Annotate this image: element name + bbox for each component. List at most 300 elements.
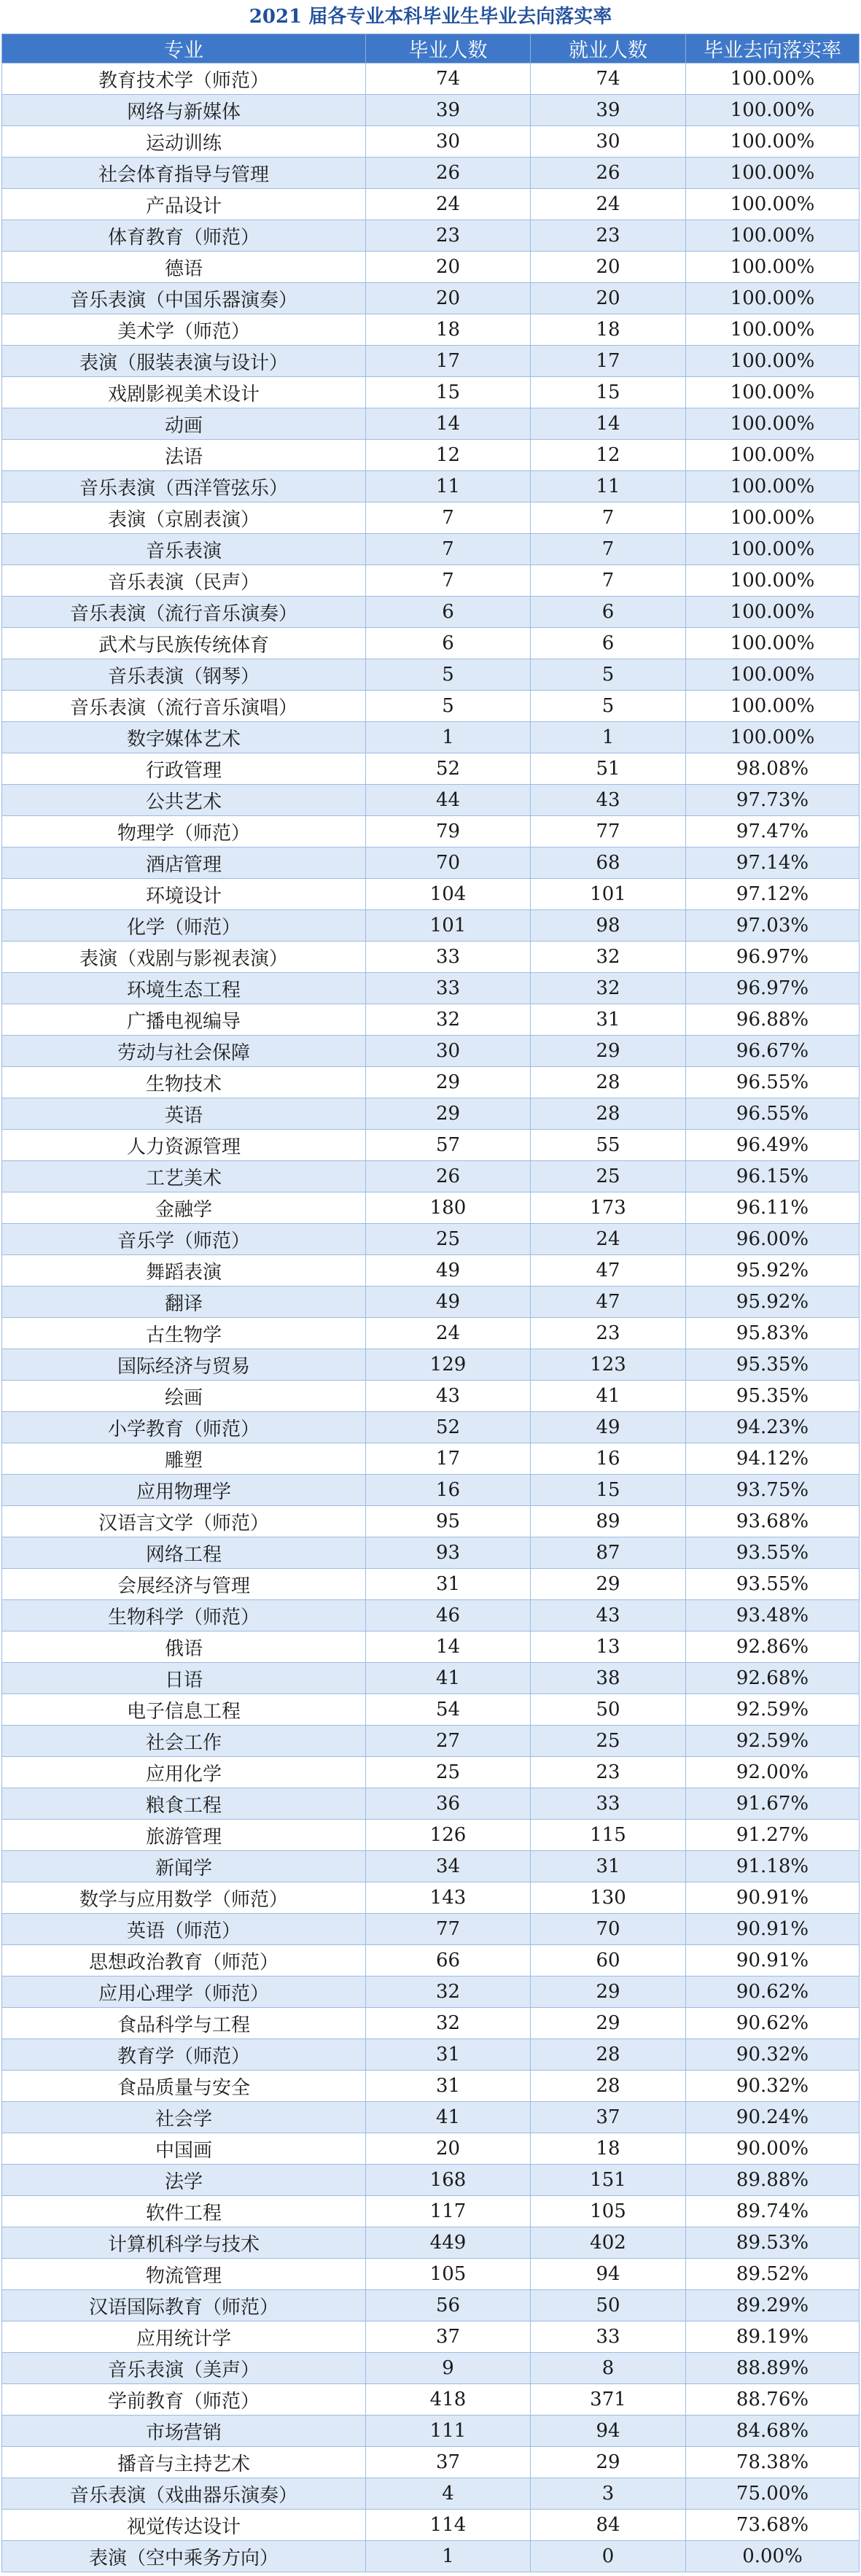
employed-cell: 17	[531, 346, 686, 377]
major-cell: 音乐表演	[2, 534, 366, 565]
employed-cell: 49	[531, 1412, 686, 1443]
rate-cell: 100.00%	[686, 471, 860, 503]
rate-cell: 75.00%	[686, 2478, 860, 2510]
rate-cell: 96.11%	[686, 1192, 860, 1224]
employed-cell: 20	[531, 252, 686, 283]
major-cell: 金融学	[2, 1192, 366, 1224]
employed-cell: 15	[531, 1475, 686, 1506]
rate-cell: 92.59%	[686, 1726, 860, 1757]
graduates-cell: 31	[366, 2071, 531, 2102]
rate-cell: 100.00%	[686, 220, 860, 252]
employed-cell: 29	[531, 1976, 686, 2008]
graduates-cell: 5	[366, 659, 531, 691]
major-cell: 表演（服装表演与设计）	[2, 346, 366, 377]
major-cell: 体育教育（师范）	[2, 220, 366, 252]
major-cell: 会展经济与管理	[2, 1569, 366, 1600]
rate-cell: 93.48%	[686, 1600, 860, 1632]
rate-cell: 78.38%	[686, 2447, 860, 2478]
employed-cell: 37	[531, 2102, 686, 2133]
table-row	[2, 2384, 860, 2416]
table-row	[2, 1851, 860, 1882]
rate-cell: 96.55%	[686, 1067, 860, 1098]
employed-cell: 13	[531, 1632, 686, 1663]
employed-cell: 68	[531, 847, 686, 879]
employed-cell: 47	[531, 1255, 686, 1287]
employed-cell: 33	[531, 1788, 686, 1820]
table-row	[2, 1255, 860, 1287]
table-row	[2, 2259, 860, 2290]
employed-cell: 39	[531, 95, 686, 126]
graduates-cell: 39	[366, 95, 531, 126]
graduates-cell: 52	[366, 753, 531, 785]
graduates-cell: 43	[366, 1381, 531, 1412]
table-row	[2, 1663, 860, 1694]
major-cell: 汉语言文学（师范）	[2, 1506, 366, 1537]
major-cell: 日语	[2, 1663, 366, 1694]
rate-cell: 100.00%	[686, 691, 860, 722]
graduates-cell: 114	[366, 2510, 531, 2541]
table-row	[2, 2227, 860, 2259]
rate-cell: 100.00%	[686, 95, 860, 126]
employed-cell: 6	[531, 628, 686, 659]
graduates-cell: 33	[366, 973, 531, 1004]
major-cell: 英语（师范）	[2, 1914, 366, 1945]
rate-cell: 97.47%	[686, 816, 860, 847]
major-cell: 国际经济与贸易	[2, 1349, 366, 1381]
graduates-cell: 126	[366, 1820, 531, 1851]
table-row	[2, 1381, 860, 1412]
employed-cell: 24	[531, 1224, 686, 1255]
graduates-cell: 52	[366, 1412, 531, 1443]
table-row	[2, 1537, 860, 1569]
rate-cell: 95.35%	[686, 1349, 860, 1381]
major-cell: 动画	[2, 408, 366, 440]
graduates-cell: 33	[366, 942, 531, 973]
major-cell: 酒店管理	[2, 847, 366, 879]
employed-cell: 60	[531, 1945, 686, 1976]
table-row	[2, 158, 860, 189]
employed-cell: 43	[531, 785, 686, 816]
major-cell: 数学与应用数学（师范）	[2, 1882, 366, 1914]
table-row	[2, 1882, 860, 1914]
employed-cell: 123	[531, 1349, 686, 1381]
table-row	[2, 2321, 860, 2353]
table-row	[2, 2133, 860, 2165]
table-row	[2, 910, 860, 942]
rate-cell: 91.18%	[686, 1851, 860, 1882]
major-cell: 法学	[2, 2165, 366, 2196]
table-row	[2, 1632, 860, 1663]
major-cell: 生物科学（师范）	[2, 1600, 366, 1632]
rate-cell: 100.00%	[686, 126, 860, 158]
table-row	[2, 1098, 860, 1130]
rate-cell: 100.00%	[686, 314, 860, 346]
major-cell: 音乐表演（钢琴）	[2, 659, 366, 691]
table-row	[2, 2196, 860, 2227]
table-row	[2, 534, 860, 565]
rate-cell: 93.55%	[686, 1569, 860, 1600]
employed-cell: 31	[531, 1004, 686, 1036]
major-cell: 俄语	[2, 1632, 366, 1663]
major-cell: 表演（空中乘务方向）	[2, 2541, 366, 2572]
rate-cell: 93.68%	[686, 1506, 860, 1537]
graduates-cell: 168	[366, 2165, 531, 2196]
rate-cell: 92.86%	[686, 1632, 860, 1663]
employed-cell: 23	[531, 1757, 686, 1788]
major-cell: 美术学（师范）	[2, 314, 366, 346]
employed-cell: 151	[531, 2165, 686, 2196]
major-cell: 学前教育（师范）	[2, 2384, 366, 2416]
table-row	[2, 1161, 860, 1192]
table-row	[2, 2478, 860, 2510]
rate-cell: 89.74%	[686, 2196, 860, 2227]
table-row	[2, 346, 860, 377]
graduates-cell: 37	[366, 2447, 531, 2478]
rate-cell: 100.00%	[686, 408, 860, 440]
rate-cell: 100.00%	[686, 503, 860, 534]
graduates-cell: 4	[366, 2478, 531, 2510]
table-row	[2, 2008, 860, 2039]
major-cell: 绘画	[2, 1381, 366, 1412]
graduates-cell: 14	[366, 1632, 531, 1663]
graduates-cell: 14	[366, 408, 531, 440]
employed-cell: 41	[531, 1381, 686, 1412]
graduates-cell: 31	[366, 1569, 531, 1600]
major-cell: 软件工程	[2, 2196, 366, 2227]
table-row	[2, 2447, 860, 2478]
table-row	[2, 63, 860, 95]
major-cell: 应用心理学（师范）	[2, 1976, 366, 2008]
graduates-cell: 36	[366, 1788, 531, 1820]
table-row	[2, 1192, 860, 1224]
employed-cell: 51	[531, 753, 686, 785]
table-row	[2, 2510, 860, 2541]
header-graduates: 毕业人数	[366, 34, 531, 63]
graduates-cell: 18	[366, 314, 531, 346]
graduates-cell: 1	[366, 722, 531, 753]
employed-cell: 24	[531, 189, 686, 220]
employed-cell: 105	[531, 2196, 686, 2227]
employed-cell: 371	[531, 2384, 686, 2416]
graduates-cell: 5	[366, 691, 531, 722]
table-row	[2, 816, 860, 847]
rate-cell: 88.76%	[686, 2384, 860, 2416]
graduates-cell: 24	[366, 1318, 531, 1349]
table-row	[2, 2165, 860, 2196]
major-cell: 武术与民族传统体育	[2, 628, 366, 659]
employed-cell: 50	[531, 2290, 686, 2321]
graduates-cell: 20	[366, 283, 531, 314]
graduates-cell: 6	[366, 628, 531, 659]
employed-cell: 38	[531, 1663, 686, 1694]
employed-cell: 31	[531, 1851, 686, 1882]
employed-cell: 33	[531, 2321, 686, 2353]
major-cell: 音乐学（师范）	[2, 1224, 366, 1255]
table-row	[2, 1224, 860, 1255]
table-row	[2, 2102, 860, 2133]
graduates-cell: 93	[366, 1537, 531, 1569]
rate-cell: 100.00%	[686, 283, 860, 314]
rate-cell: 96.97%	[686, 942, 860, 973]
major-cell: 教育学（师范）	[2, 2039, 366, 2071]
graduates-cell: 70	[366, 847, 531, 879]
rate-cell: 90.32%	[686, 2039, 860, 2071]
graduates-cell: 449	[366, 2227, 531, 2259]
employed-cell: 12	[531, 440, 686, 471]
rate-cell: 89.52%	[686, 2259, 860, 2290]
table-row	[2, 1694, 860, 1726]
graduates-cell: 74	[366, 63, 531, 95]
employed-cell: 1	[531, 722, 686, 753]
employed-cell: 29	[531, 1036, 686, 1067]
table-row	[2, 691, 860, 722]
table-row	[2, 942, 860, 973]
table-row	[2, 471, 860, 503]
rate-cell: 90.91%	[686, 1914, 860, 1945]
table-row	[2, 220, 860, 252]
major-cell: 环境设计	[2, 879, 366, 910]
major-cell: 公共艺术	[2, 785, 366, 816]
graduates-cell: 9	[366, 2353, 531, 2384]
employed-cell: 5	[531, 691, 686, 722]
employed-cell: 25	[531, 1161, 686, 1192]
graduates-cell: 16	[366, 1475, 531, 1506]
graduates-cell: 101	[366, 910, 531, 942]
rate-cell: 84.68%	[686, 2416, 860, 2447]
employed-cell: 173	[531, 1192, 686, 1224]
graduates-cell: 26	[366, 158, 531, 189]
employed-cell: 101	[531, 879, 686, 910]
graduates-cell: 17	[366, 346, 531, 377]
employed-cell: 23	[531, 220, 686, 252]
employed-cell: 94	[531, 2416, 686, 2447]
rate-cell: 92.59%	[686, 1694, 860, 1726]
major-cell: 应用统计学	[2, 2321, 366, 2353]
graduates-cell: 104	[366, 879, 531, 910]
table-row	[2, 1945, 860, 1976]
table-row	[2, 659, 860, 691]
table-body	[2, 63, 860, 2572]
rate-cell: 89.29%	[686, 2290, 860, 2321]
major-cell: 表演（京剧表演）	[2, 503, 366, 534]
major-cell: 播音与主持艺术	[2, 2447, 366, 2478]
rate-cell: 90.32%	[686, 2071, 860, 2102]
table-row	[2, 1820, 860, 1851]
major-cell: 教育技术学（师范）	[2, 63, 366, 95]
rate-cell: 95.92%	[686, 1255, 860, 1287]
major-cell: 粮食工程	[2, 1788, 366, 1820]
major-cell: 表演（戏剧与影视表演）	[2, 942, 366, 973]
rate-cell: 100.00%	[686, 252, 860, 283]
rate-cell: 88.89%	[686, 2353, 860, 2384]
table-row	[2, 95, 860, 126]
graduates-cell: 27	[366, 1726, 531, 1757]
employed-cell: 94	[531, 2259, 686, 2290]
graduates-cell: 25	[366, 1757, 531, 1788]
major-cell: 英语	[2, 1098, 366, 1130]
major-cell: 产品设计	[2, 189, 366, 220]
major-cell: 翻译	[2, 1287, 366, 1318]
table-row	[2, 1318, 860, 1349]
major-cell: 化学（师范）	[2, 910, 366, 942]
graduates-cell: 49	[366, 1287, 531, 1318]
graduates-cell: 143	[366, 1882, 531, 1914]
rate-cell: 94.23%	[686, 1412, 860, 1443]
employed-cell: 29	[531, 2008, 686, 2039]
graduates-cell: 49	[366, 1255, 531, 1287]
employed-cell: 74	[531, 63, 686, 95]
table-row	[2, 189, 860, 220]
table-row	[2, 377, 860, 408]
major-cell: 电子信息工程	[2, 1694, 366, 1726]
major-cell: 计算机科学与技术	[2, 2227, 366, 2259]
graduates-cell: 30	[366, 126, 531, 158]
rate-cell: 91.67%	[686, 1788, 860, 1820]
employed-cell: 18	[531, 314, 686, 346]
major-cell: 旅游管理	[2, 1820, 366, 1851]
rate-cell: 95.35%	[686, 1381, 860, 1412]
rate-cell: 96.15%	[686, 1161, 860, 1192]
graduates-cell: 77	[366, 1914, 531, 1945]
employed-cell: 26	[531, 158, 686, 189]
rate-cell: 100.00%	[686, 377, 860, 408]
employed-cell: 402	[531, 2227, 686, 2259]
employed-cell: 30	[531, 126, 686, 158]
graduates-cell: 6	[366, 597, 531, 628]
rate-cell: 96.67%	[686, 1036, 860, 1067]
rate-cell: 97.14%	[686, 847, 860, 879]
graduates-cell: 56	[366, 2290, 531, 2321]
graduates-cell: 54	[366, 1694, 531, 1726]
major-cell: 网络工程	[2, 1537, 366, 1569]
employed-cell: 7	[531, 534, 686, 565]
major-cell: 小学教育（师范）	[2, 1412, 366, 1443]
graduates-cell: 79	[366, 816, 531, 847]
employed-cell: 32	[531, 942, 686, 973]
employed-cell: 25	[531, 1726, 686, 1757]
table-row	[2, 1914, 860, 1945]
major-cell: 网络与新媒体	[2, 95, 366, 126]
employed-cell: 18	[531, 2133, 686, 2165]
graduates-cell: 12	[366, 440, 531, 471]
rate-cell: 96.97%	[686, 973, 860, 1004]
employed-cell: 87	[531, 1537, 686, 1569]
table-row	[2, 1130, 860, 1161]
rate-cell: 97.73%	[686, 785, 860, 816]
employed-cell: 89	[531, 1506, 686, 1537]
graduates-cell: 117	[366, 2196, 531, 2227]
major-cell: 音乐表演（流行音乐演唱）	[2, 691, 366, 722]
rate-cell: 96.49%	[686, 1130, 860, 1161]
employed-cell: 29	[531, 2447, 686, 2478]
employed-cell: 7	[531, 565, 686, 597]
major-cell: 环境生态工程	[2, 973, 366, 1004]
header-major: 专业	[2, 34, 366, 63]
table-row	[2, 1726, 860, 1757]
graduates-cell: 15	[366, 377, 531, 408]
employed-cell: 43	[531, 1600, 686, 1632]
employed-cell: 5	[531, 659, 686, 691]
major-cell: 雕塑	[2, 1443, 366, 1475]
employed-cell: 23	[531, 1318, 686, 1349]
rate-cell: 73.68%	[686, 2510, 860, 2541]
major-cell: 运动训练	[2, 126, 366, 158]
major-cell: 食品质量与安全	[2, 2071, 366, 2102]
rate-cell: 100.00%	[686, 534, 860, 565]
rate-cell: 97.12%	[686, 879, 860, 910]
rate-cell: 90.62%	[686, 1976, 860, 2008]
rate-cell: 96.55%	[686, 1098, 860, 1130]
table-row	[2, 2416, 860, 2447]
table-row	[2, 785, 860, 816]
table-row	[2, 1036, 860, 1067]
table-row	[2, 252, 860, 283]
major-cell: 食品科学与工程	[2, 2008, 366, 2039]
rate-cell: 90.91%	[686, 1882, 860, 1914]
table-row	[2, 1443, 860, 1475]
table-row	[2, 565, 860, 597]
major-cell: 音乐表演（民声）	[2, 565, 366, 597]
graduates-cell: 44	[366, 785, 531, 816]
employed-cell: 0	[531, 2541, 686, 2572]
major-cell: 物理学（师范）	[2, 816, 366, 847]
graduates-cell: 23	[366, 220, 531, 252]
employed-cell: 98	[531, 910, 686, 942]
table-title: 2021 届各专业本科毕业生毕业去向落实率	[249, 6, 612, 28]
employed-cell: 28	[531, 2071, 686, 2102]
table-row	[2, 2290, 860, 2321]
graduates-cell: 20	[366, 2133, 531, 2165]
table-row	[2, 314, 860, 346]
rate-cell: 93.75%	[686, 1475, 860, 1506]
major-cell: 生物技术	[2, 1067, 366, 1098]
employed-cell: 15	[531, 377, 686, 408]
major-cell: 行政管理	[2, 753, 366, 785]
table-row	[2, 503, 860, 534]
major-cell: 数字媒体艺术	[2, 722, 366, 753]
rate-cell: 100.00%	[686, 189, 860, 220]
graduates-cell: 7	[366, 534, 531, 565]
rate-cell: 90.00%	[686, 2133, 860, 2165]
employed-cell: 50	[531, 1694, 686, 1726]
major-cell: 社会体育指导与管理	[2, 158, 366, 189]
rate-cell: 96.00%	[686, 1224, 860, 1255]
table-row	[2, 1067, 860, 1098]
employed-cell: 130	[531, 1882, 686, 1914]
table-row	[2, 1004, 860, 1036]
graduates-cell: 26	[366, 1161, 531, 1192]
table-row	[2, 1757, 860, 1788]
major-cell: 法语	[2, 440, 366, 471]
graduates-cell: 418	[366, 2384, 531, 2416]
graduates-cell: 46	[366, 1600, 531, 1632]
graduates-cell: 105	[366, 2259, 531, 2290]
rate-cell: 89.19%	[686, 2321, 860, 2353]
rate-cell: 0.00%	[686, 2541, 860, 2572]
graduates-cell: 29	[366, 1067, 531, 1098]
major-cell: 市场营销	[2, 2416, 366, 2447]
table-row	[2, 1976, 860, 2008]
table-row	[2, 1349, 860, 1381]
table-row	[2, 628, 860, 659]
table-row	[2, 440, 860, 471]
graduates-cell: 30	[366, 1036, 531, 1067]
rate-cell: 100.00%	[686, 346, 860, 377]
graduates-cell: 95	[366, 1506, 531, 1537]
table-row	[2, 408, 860, 440]
graduates-cell: 17	[366, 1443, 531, 1475]
employed-cell: 8	[531, 2353, 686, 2384]
